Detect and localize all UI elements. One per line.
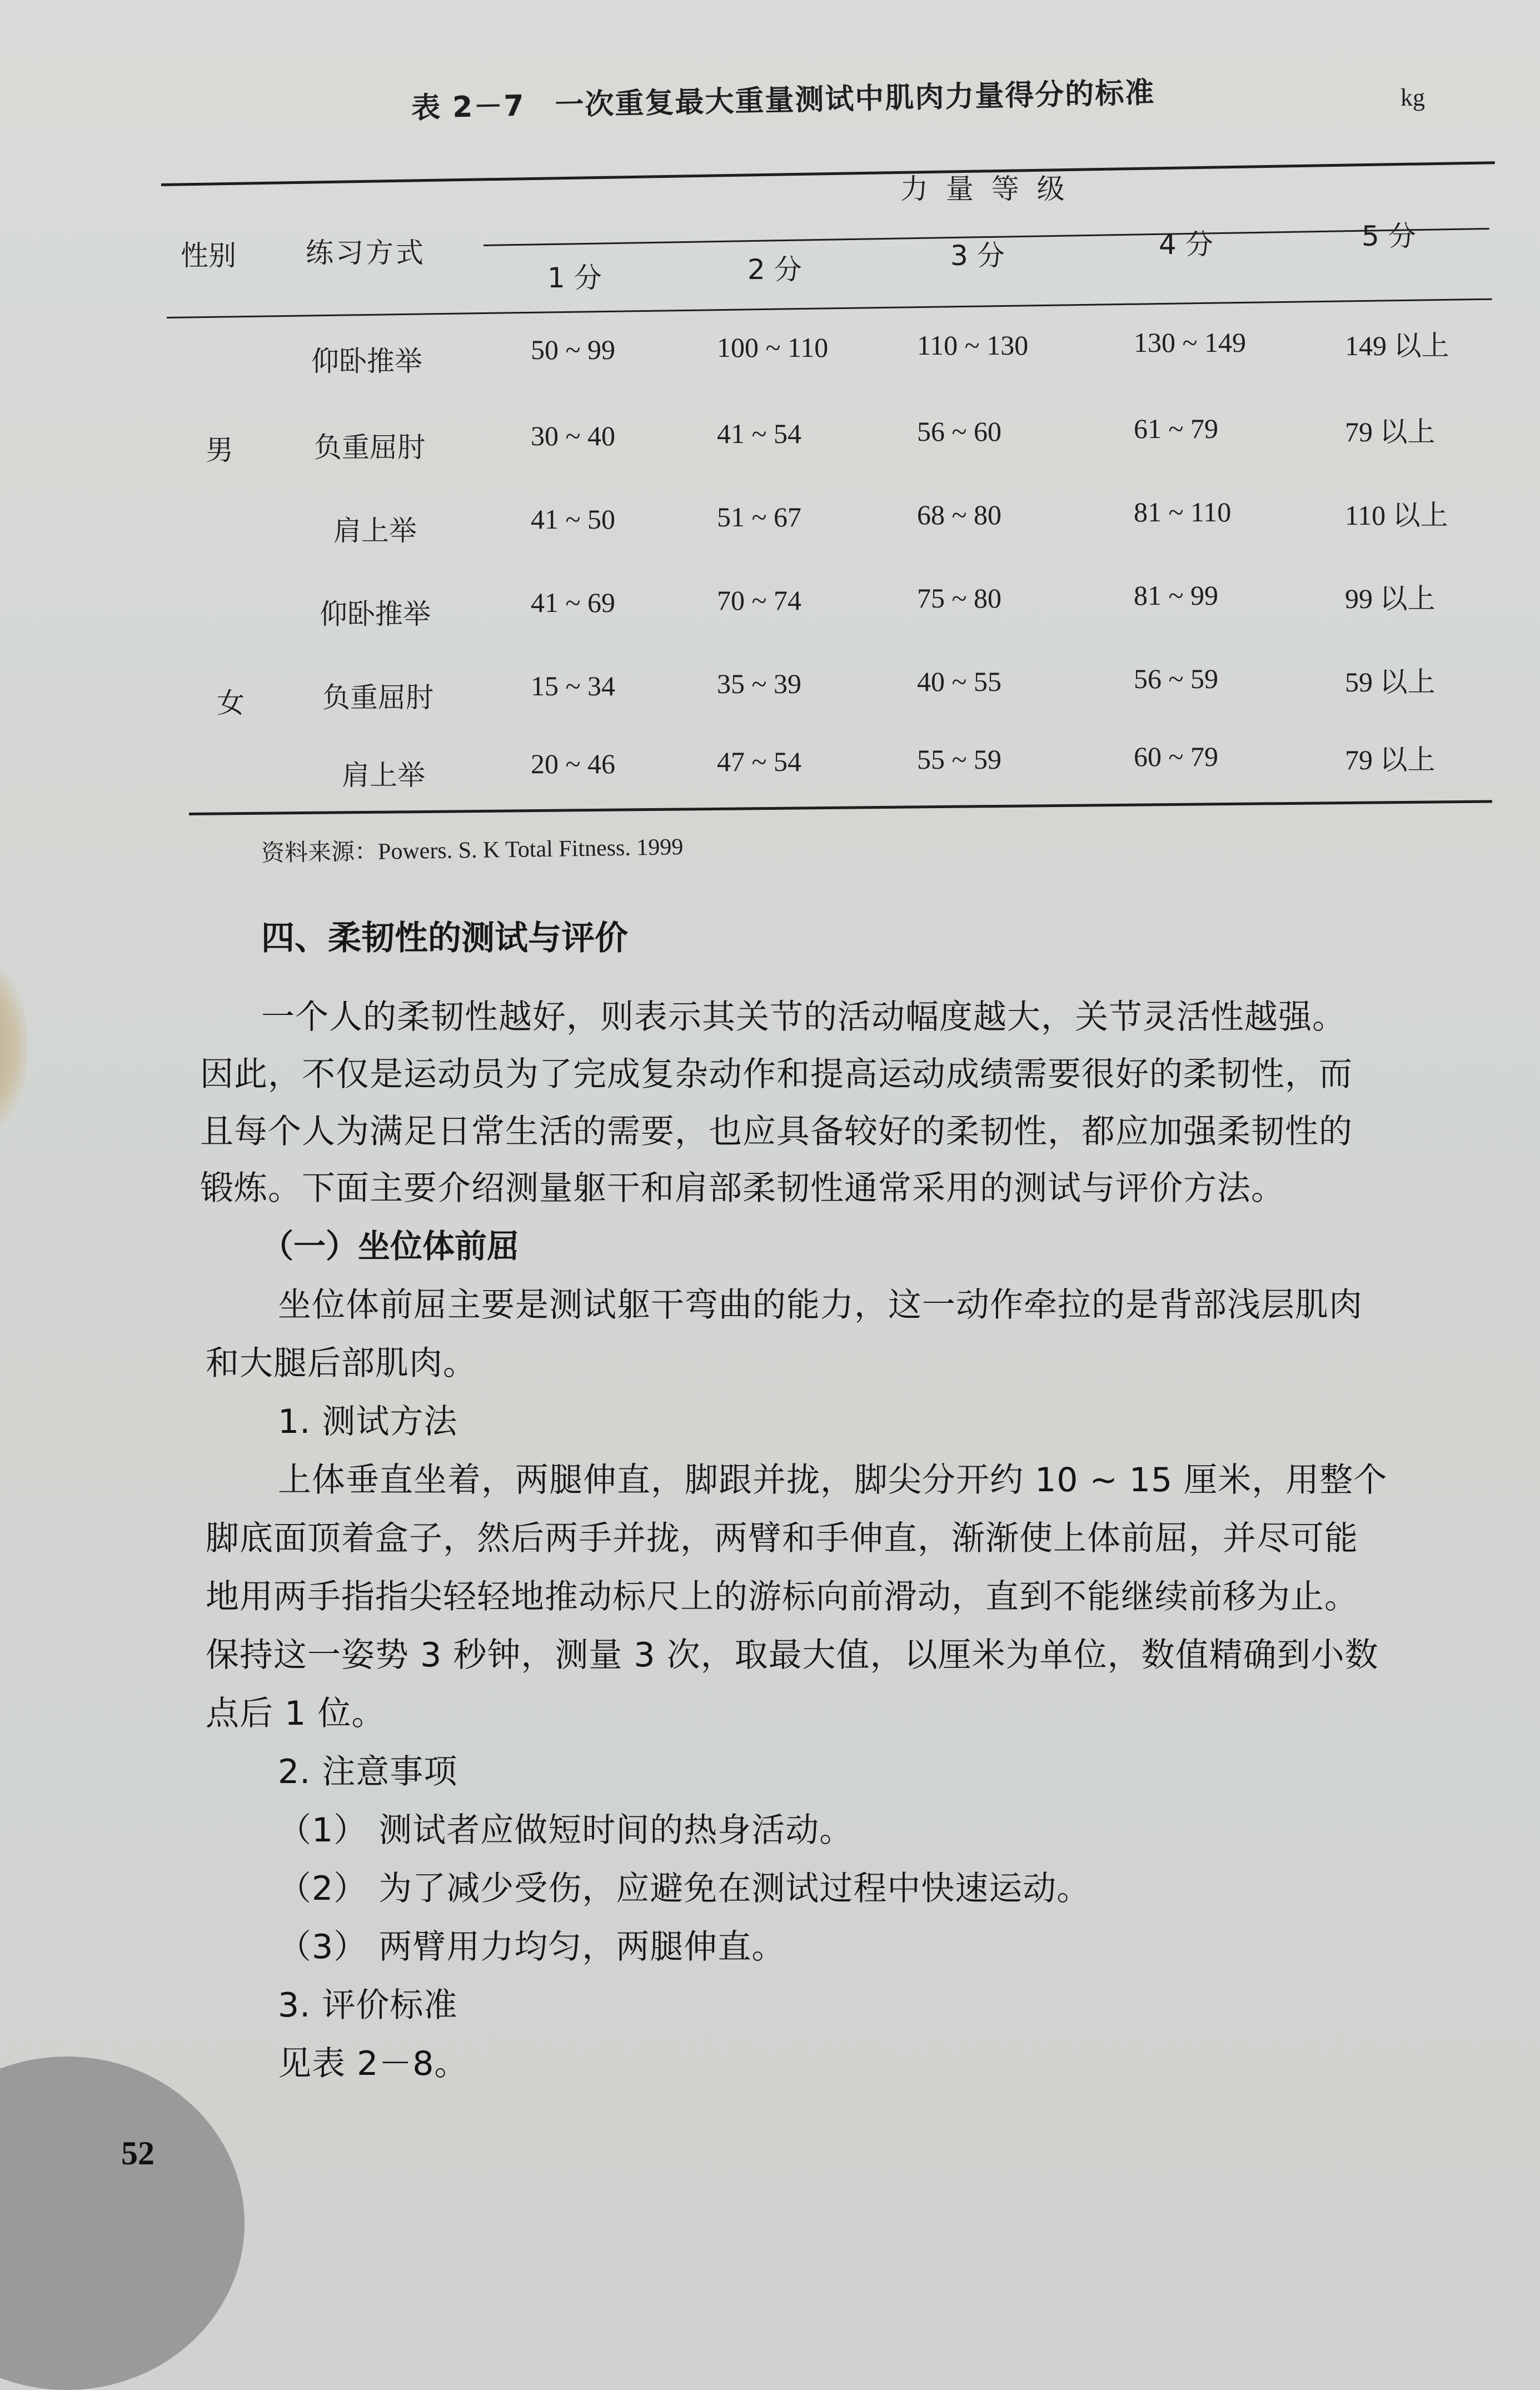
paragraph-line: 保持这一姿势 3 秒钟，测量 3 次，取最大值，以厘米为单位，数值精确到小数 — [206, 1636, 1379, 1675]
gender-female: 女 — [217, 687, 245, 719]
paragraph-line: 坐位体前屈主要是测试躯干弯曲的能力，这一动作牵拉的是背部浅层肌肉 — [278, 1286, 1363, 1325]
table-cell: 75 ~ 80 — [917, 582, 1002, 614]
table-cell: 56 ~ 60 — [917, 416, 1002, 447]
table-source — [261, 828, 684, 868]
table-cell: 79 以上 — [1345, 744, 1436, 775]
table-cell: 81 ~ 110 — [1134, 496, 1232, 527]
paragraph-line: 点后 1 位。 — [206, 1694, 386, 1733]
paragraph-line: 锻炼。下面主要介绍测量躯干和肩部柔韧性通常采用的测试与评价方法。 — [200, 1169, 1285, 1208]
table-cell: 68 ~ 80 — [917, 499, 1002, 530]
page-edge-shadow — [0, 956, 28, 1139]
table-cell: 41 ~ 54 — [717, 418, 802, 449]
table-cell: 59 以上 — [1345, 666, 1436, 698]
level-header: 2 分 — [747, 253, 802, 286]
header-bottom-rule — [167, 298, 1492, 318]
paragraph-line: 见表 2－8。 — [278, 2044, 469, 2083]
table-cell: 100 ~ 110 — [717, 332, 829, 363]
table-cell: 35 ~ 39 — [717, 668, 802, 699]
table-cell: 110 以上 — [1345, 500, 1448, 531]
table-cell: 20 ~ 46 — [531, 748, 616, 779]
table-cell: 61 ~ 79 — [1134, 413, 1219, 444]
table-cell: 56 ~ 59 — [1134, 663, 1219, 694]
table-cell: 79 以上 — [1345, 416, 1436, 447]
paragraph-line: 地用两手指指尖轻轻地推动标尺上的游标向前滑动，直到不能继续前移为止。 — [206, 1577, 1358, 1616]
table-cell: 50 ~ 99 — [531, 334, 616, 365]
table-cell: 41 ~ 50 — [531, 504, 616, 535]
list-item: （3） 两臂用力均匀，两腿伸直。 — [278, 1928, 786, 1966]
list-item: （2） 为了减少受伤，应避免在测试过程中快速运动。 — [278, 1869, 1091, 1908]
level-header: 1 分 — [547, 262, 602, 294]
table-cell: 40 ~ 55 — [917, 666, 1002, 697]
paragraph-line: 因此，不仅是运动员为了完成复杂动作和提高运动成绩需要很好的柔韧性，而 — [200, 1055, 1353, 1094]
paragraph-line: 一个人的柔韧性越好，则表示其关节的活动幅度越大，关节灵活性越强。 — [261, 998, 1346, 1037]
row-method: 负重屈肘 — [314, 431, 425, 464]
page-number: 52 — [121, 2135, 155, 2172]
table-cell: 149 以上 — [1345, 330, 1449, 361]
table-bottom-rule — [189, 800, 1492, 815]
paragraph-line: 脚底面顶着盒子，然后两手并拢，两臂和手伸直，渐渐使上体前屈，并尽可能 — [206, 1519, 1358, 1558]
table-cell: 55 ~ 59 — [917, 744, 1002, 775]
level-header: 3 分 — [950, 240, 1005, 272]
table-cell: 99 以上 — [1345, 583, 1436, 614]
row-method: 仰卧推举 — [311, 345, 422, 377]
gender-header: 性别 — [181, 240, 236, 272]
section-heading: 四、柔韧性的测试与评价 — [261, 919, 628, 958]
list-item: （1） 测试者应做短时间的热身活动。 — [278, 1811, 854, 1850]
row-method: 仰卧推举 — [320, 598, 431, 630]
table-cell: 47 ~ 54 — [717, 746, 802, 777]
table-cell: 30 ~ 40 — [531, 420, 616, 451]
row-method: 肩上举 — [342, 759, 425, 791]
level-group-header: 力 量 等 级 — [900, 173, 1069, 205]
table-cell: 15 ~ 34 — [531, 670, 616, 701]
table-cell: 51 ~ 67 — [717, 501, 802, 532]
gender-male: 男 — [206, 434, 233, 466]
table-cell: 60 ~ 79 — [1134, 741, 1219, 772]
item-title: 1. 测试方法 — [278, 1402, 458, 1441]
level-header: 5 分 — [1362, 220, 1416, 252]
thumb-shadow — [0, 2057, 245, 2390]
source-label: 资料来源： — [261, 837, 378, 867]
table-cell: 41 ~ 69 — [531, 587, 616, 618]
item-title: 2. 注意事项 — [278, 1752, 458, 1791]
source-text: Powers. S. K Total Fitness. 1999 — [377, 834, 684, 865]
table-top-rule — [161, 161, 1495, 186]
table-cell: 130 ~ 149 — [1134, 327, 1247, 358]
table-caption: 表 2－7 一次重复最大重量测试中肌肉力量得分的标准 — [411, 76, 1155, 125]
table-cell: 81 ~ 99 — [1134, 580, 1219, 611]
item-title: 3. 评价标准 — [278, 1986, 458, 2025]
subsection-heading: （一）坐位体前屈 — [261, 1227, 520, 1265]
level-header: 4 分 — [1159, 228, 1213, 261]
row-method: 负重屈肘 — [322, 681, 433, 714]
paragraph-line: 上体垂直坐着，两腿伸直，脚跟并拢，脚尖分开约 10 ~ 15 厘米，用整个 — [278, 1461, 1388, 1500]
table-cell: 110 ~ 130 — [917, 330, 1029, 361]
table-cell: 70 ~ 74 — [717, 585, 802, 616]
method-header: 练习方式 — [306, 237, 426, 269]
row-method: 肩上举 — [333, 515, 417, 547]
table-unit: kg — [1401, 84, 1425, 111]
paragraph-line: 和大腿后部肌肉。 — [206, 1344, 477, 1383]
paragraph-line: 且每个人为满足日常生活的需要，也应具备较好的柔韧性，都应加强柔韧性的 — [200, 1112, 1353, 1151]
